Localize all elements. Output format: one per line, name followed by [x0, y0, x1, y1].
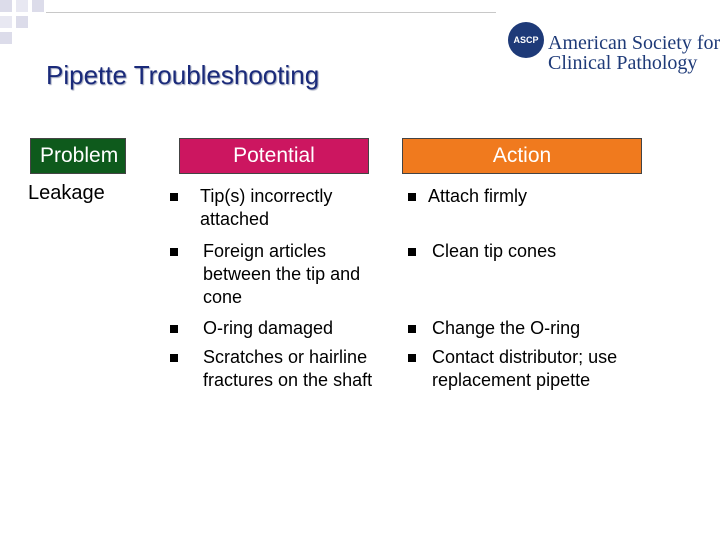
bullet-icon: [170, 354, 178, 362]
bullet-icon: [408, 248, 416, 256]
potential-item-text: O-ring damaged: [203, 318, 334, 338]
problem-cell: Leakage: [28, 182, 105, 204]
logo-text-line1: American Society for: [548, 32, 720, 54]
action-item-text: Clean tip cones: [432, 241, 557, 261]
action-item-text: Contact distributor; use replacement pipette: [432, 347, 618, 390]
potential-item-text: Tip(s) incorrectly attached: [200, 186, 333, 229]
header-potential: Potential: [179, 138, 369, 174]
decorative-squares: [0, 0, 60, 50]
bullet-icon: [170, 193, 178, 201]
ascp-badge-icon: ASCP: [508, 22, 544, 58]
ascp-logo: [508, 22, 720, 74]
header-problem: Problem: [30, 138, 126, 174]
logo-text-line2: Clinical Pathology: [548, 52, 698, 74]
potential-item-text: Scratches or hairline fractures on the shaft: [203, 347, 373, 390]
bullet-icon: [408, 325, 416, 333]
bullet-icon: [170, 248, 178, 256]
slide-title: Pipette Troubleshooting: [46, 60, 320, 90]
potential-item-text: Foreign articles between the tip and cone: [203, 241, 361, 307]
action-item-text: Change the O-ring: [432, 318, 581, 338]
action-item-text: Attach firmly: [428, 186, 528, 206]
header-action: Action: [402, 138, 642, 174]
bullet-icon: [170, 325, 178, 333]
bullet-icon: [408, 354, 416, 362]
bullet-icon: [408, 193, 416, 201]
header-rule: [46, 12, 496, 13]
